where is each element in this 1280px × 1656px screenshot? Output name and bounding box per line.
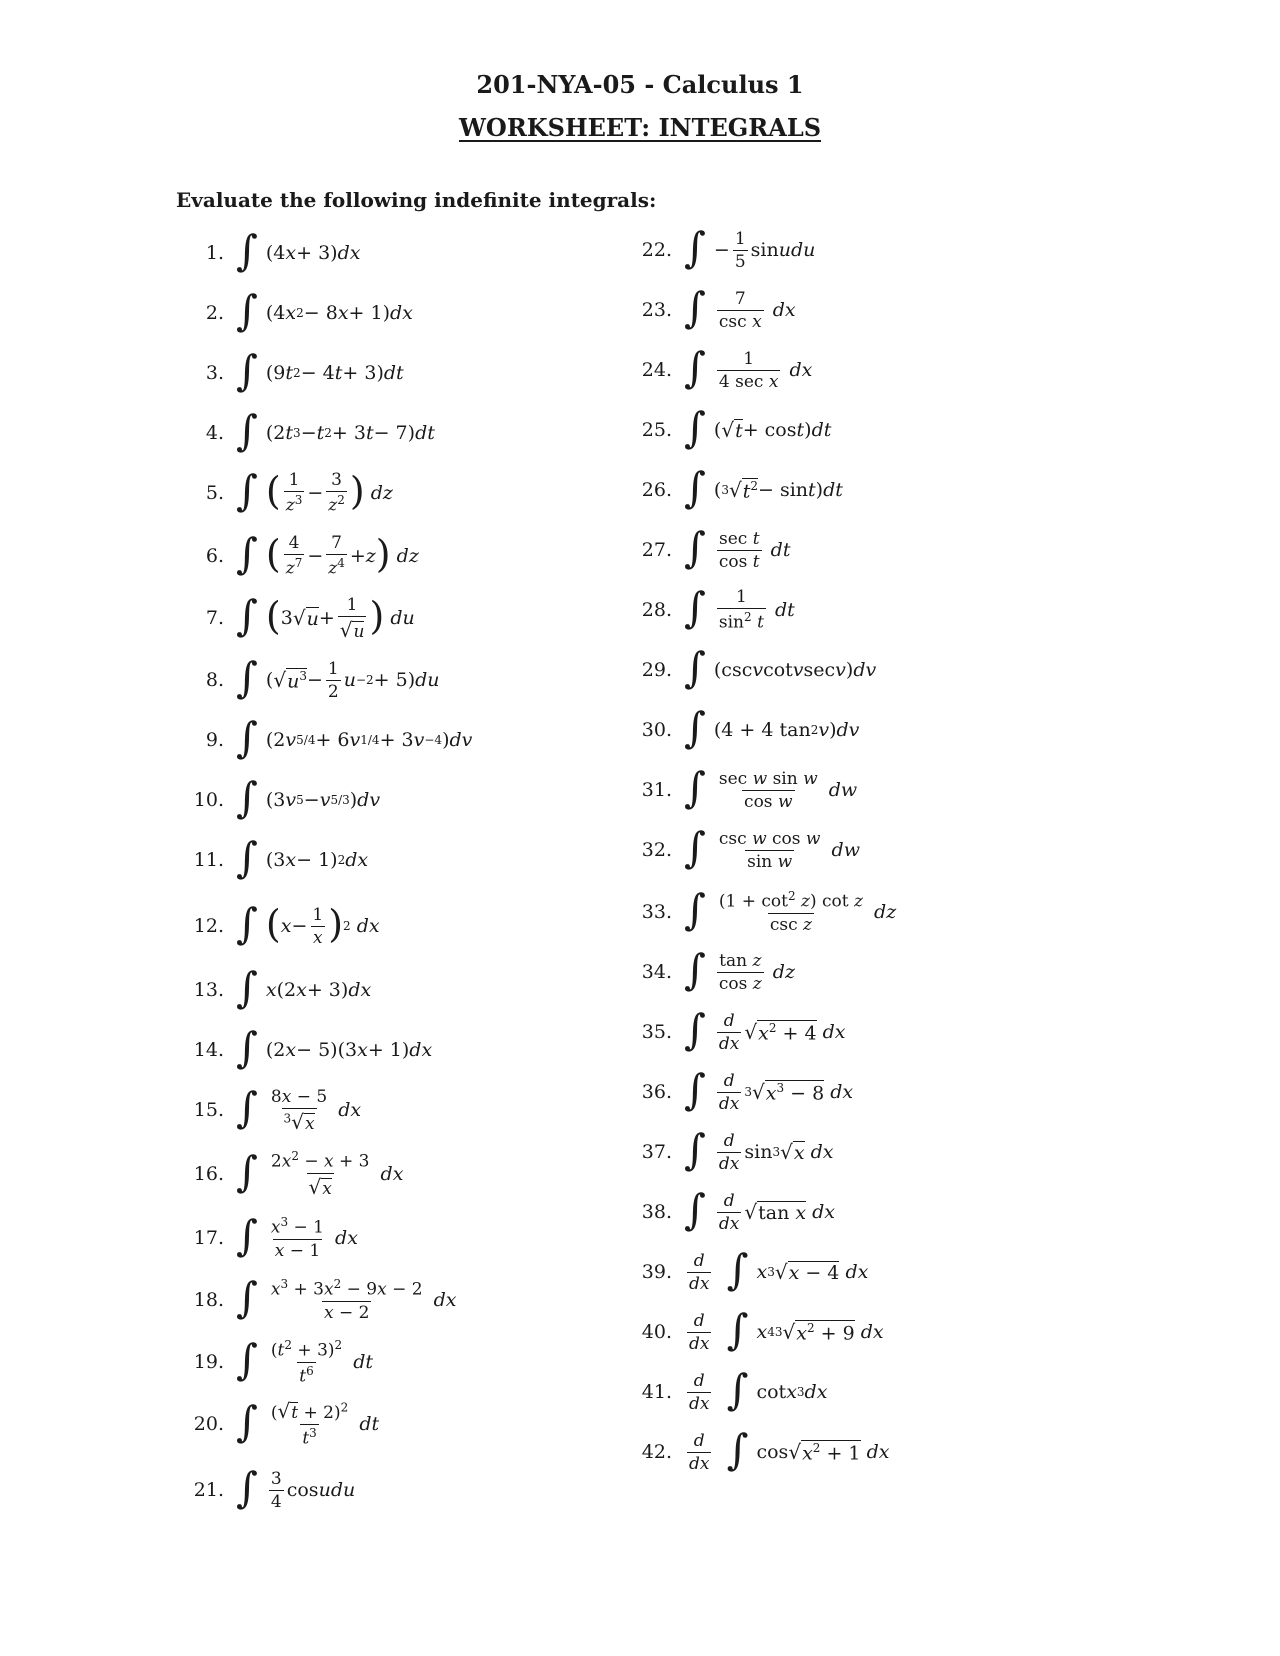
problem-number: 11. <box>193 849 224 871</box>
problem-expression: $\frac{d}{dx}$ ∫ cos √ $x^2 + 1$ dx <box>689 1425 890 1474</box>
problem-number: 18. <box>193 1289 224 1311</box>
problem-3 <box>176 345 404 401</box>
problem-38 <box>624 1184 835 1240</box>
problem-expression: ∫ (3 x − 1) 2 dx <box>236 833 369 882</box>
problem-2 <box>176 285 413 341</box>
problem-40 <box>624 1304 884 1360</box>
problem-number: 28. <box>641 599 672 621</box>
problem-25 <box>624 402 831 458</box>
course-title: 201-NYA-05 - Calculus 1 <box>476 70 804 99</box>
problem-expression: ∫ ( √ t + cos t ) dt <box>684 403 832 452</box>
problem-expression: $\frac{d}{dx}$ ∫ cot x 3 dx <box>689 1365 828 1414</box>
problem-expression: ∫ ( $\frac{4}{z^7}$ − $\frac{7}{z^4}$ + z ) dz <box>236 529 419 579</box>
problem-18 <box>176 1272 457 1328</box>
problem-expression: ∫ $\frac{d}{dx}$ 3 √ $x^3 - 8$ dx <box>684 1065 854 1114</box>
problem-expression: ∫ $\frac{d}{dx}$ √ $x^2 + 4$ dx <box>684 1005 846 1054</box>
problem-13 <box>176 962 371 1018</box>
problem-expression: ∫ $\frac{x^3 - 1}{x - 1}$ dx <box>236 1211 358 1261</box>
problem-39 <box>624 1244 868 1300</box>
problem-number: 5. <box>205 482 224 504</box>
problem-number: 10. <box>193 789 224 811</box>
problem-number: 4. <box>205 422 224 444</box>
problem-expression: ∫ $\frac{3}{4}$ cos u du <box>236 1463 356 1512</box>
problem-34 <box>624 944 795 1000</box>
problem-number: 21. <box>193 1479 224 1501</box>
problem-28 <box>624 582 795 638</box>
problem-22 <box>624 222 815 278</box>
problem-32 <box>624 822 860 878</box>
problem-number: 25. <box>641 419 672 441</box>
problem-30 <box>624 702 859 758</box>
problem-expression: ∫ $\frac{d}{dx}$ sin 3 √ x dx <box>684 1125 834 1174</box>
problem-number: 12. <box>193 915 224 937</box>
problem-number: 26. <box>641 479 672 501</box>
problem-21 <box>176 1462 355 1518</box>
problem-expression: ∫ (9 t 2 − 4 t + 3) dt <box>236 346 404 395</box>
problem-42 <box>624 1424 889 1480</box>
problem-35 <box>624 1004 846 1060</box>
problem-number: 20. <box>193 1413 224 1435</box>
problem-expression: $\frac{d}{dx}$ ∫ x 4 3 √ $x^2 + 9$ dx <box>689 1305 884 1354</box>
problem-number: 1. <box>205 242 224 264</box>
problem-expression: ∫ ( 3 √ u + $\frac{1}{√u}$ ) du <box>236 591 415 642</box>
problem-expression: ∫ − $\frac{1}{5}$ sin u du <box>684 223 816 272</box>
problem-expression: ∫ $\frac{1}{\sin^2 t}$ dt <box>684 583 795 633</box>
problem-number: 14. <box>193 1039 224 1061</box>
problem-number: 38. <box>641 1201 672 1223</box>
problem-1 <box>176 225 360 281</box>
problem-number: 31. <box>641 779 672 801</box>
problem-expression: ∫ $\frac{8x - 5}{^3√x}$ dx <box>236 1083 362 1134</box>
problem-number: 39. <box>641 1261 672 1283</box>
problem-16 <box>176 1146 403 1202</box>
problem-17 <box>176 1210 358 1266</box>
problem-expression: ∫ (4 x + 3) dx <box>236 226 361 275</box>
problem-expression: ∫ (4 x 2 − 8 x + 1) dx <box>236 286 413 335</box>
problem-8 <box>176 652 440 708</box>
problem-expression: ∫ (csc v cot v sec v ) dv <box>684 643 877 692</box>
problem-number: 2. <box>205 302 224 324</box>
problem-expression: ∫ $\frac{7}{\text{csc x}}$ dx <box>684 283 796 332</box>
problem-10 <box>176 772 380 828</box>
problem-expression: ∫ $\frac{\text{sec t}}{\text{cos t}}$ dt <box>684 523 791 572</box>
problem-number: 35. <box>641 1021 672 1043</box>
problem-41 <box>624 1364 827 1420</box>
problem-expression: ∫ ( 3 √ $t^2$ − sin t ) dt <box>684 463 843 512</box>
problem-expression: ∫ $\frac{\text{tan z}}{\text{cos z}}$ dz <box>684 945 795 994</box>
problem-number: 15. <box>193 1099 224 1121</box>
problem-number: 16. <box>193 1163 224 1185</box>
problem-4 <box>176 405 435 461</box>
problem-20 <box>176 1396 379 1452</box>
problem-expression: ∫ $\frac{1}{\text{4 sec x}}$ dx <box>684 343 813 392</box>
problem-expression: ∫ $\frac{x^3 + 3x^2 - 9x - 2}{x - 2}$ dx <box>236 1273 457 1323</box>
problem-29 <box>624 642 876 698</box>
problem-9 <box>176 712 472 768</box>
problem-37 <box>624 1124 834 1180</box>
problem-number: 32. <box>641 839 672 861</box>
problem-15 <box>176 1082 361 1138</box>
problem-36 <box>624 1064 853 1120</box>
problem-number: 27. <box>641 539 672 561</box>
problem-number: 30. <box>641 719 672 741</box>
problem-expression: ∫ $\frac{\text{csc w cos w}}{\text{sin w}}$ dw <box>684 823 860 872</box>
problem-number: 17. <box>193 1227 224 1249</box>
problem-number: 40. <box>641 1321 672 1343</box>
problem-expression: ∫ $\frac{d}{dx}$ √ tan x dx <box>684 1185 836 1234</box>
problem-expression: ∫ ( $\frac{1}{z^3}$ − $\frac{3}{z^2}$ ) dz <box>236 466 393 516</box>
problem-19 <box>176 1334 373 1390</box>
problem-6 <box>176 528 419 584</box>
problem-31 <box>624 762 857 818</box>
problem-expression: ∫ $\frac{\text{sec w sin w}}{\text{cos w}}$ dw <box>684 763 858 812</box>
problem-expression: ∫ ( √ $u^3$ − $\frac{1}{2}$ u −2 + 5) du <box>236 653 440 702</box>
problem-5 <box>176 465 393 521</box>
problem-11 <box>176 832 368 888</box>
problem-24 <box>624 342 812 398</box>
problem-number: 34. <box>641 961 672 983</box>
problem-expression: ∫ ( x − $\frac{1}{x}$ ) 2 dx <box>236 899 380 948</box>
problem-number: 24. <box>641 359 672 381</box>
problem-expression: ∫ $\frac{(1 + \cot^2 z) \cot z}{\text{csc z}}$ dz <box>684 885 897 935</box>
problem-expression: ∫ $\frac{(t^2 + 3)^2}{t^6}$ dt <box>236 1335 374 1387</box>
problem-27 <box>624 522 790 578</box>
problem-number: 33. <box>641 901 672 923</box>
problem-number: 6. <box>205 545 224 567</box>
problem-number: 9. <box>205 729 224 751</box>
worksheet-title <box>0 111 1280 145</box>
worksheet-title-text: WORKSHEET: INTEGRALS <box>458 113 822 142</box>
problem-23 <box>624 282 796 338</box>
problem-number: 36. <box>641 1081 672 1103</box>
problem-number: 37. <box>641 1141 672 1163</box>
problem-expression: ∫ x (2 x + 3) dx <box>236 963 372 1012</box>
problem-number: 19. <box>193 1351 224 1373</box>
problem-expression: ∫ (2 v 5/4 + 6 v 1/4 + 3 v −4 ) dv <box>236 713 473 762</box>
problem-expression: ∫ $\frac{2x^2 - x + 3}{√x}$ dx <box>236 1147 404 1199</box>
problem-number: 8. <box>205 669 224 691</box>
problem-number: 22. <box>641 239 672 261</box>
problem-33 <box>624 884 896 940</box>
problem-7 <box>176 590 415 646</box>
problem-expression: ∫ (2 x − 5)(3 x + 1) dx <box>236 1023 433 1072</box>
problem-number: 41. <box>641 1381 672 1403</box>
problem-expression: ∫ (2 t 3 − t 2 + 3 t − 7) dt <box>236 406 435 455</box>
problem-expression: ∫ $\frac{(√t + 2)^2}{t^3}$ dt <box>236 1397 380 1449</box>
worksheet-header <box>0 68 1280 145</box>
problem-number: 23. <box>641 299 672 321</box>
instructions: Evaluate the following indefinite integrals: <box>176 188 657 212</box>
problem-12 <box>176 898 380 954</box>
problem-number: 42. <box>641 1441 672 1463</box>
problem-number: 29. <box>641 659 672 681</box>
problem-26 <box>624 462 843 518</box>
problem-number: 7. <box>205 607 224 629</box>
problem-number: 13. <box>193 979 224 1001</box>
problem-14 <box>176 1022 432 1078</box>
problem-expression: ∫ (3 v 5 − v 5/3 ) dv <box>236 773 381 822</box>
problem-number: 3. <box>205 362 224 384</box>
problem-expression: ∫ (4 + 4 tan 2 v ) dv <box>684 703 860 752</box>
problem-expression: $\frac{d}{dx}$ ∫ x 3 √ x − 4 dx <box>689 1245 869 1294</box>
